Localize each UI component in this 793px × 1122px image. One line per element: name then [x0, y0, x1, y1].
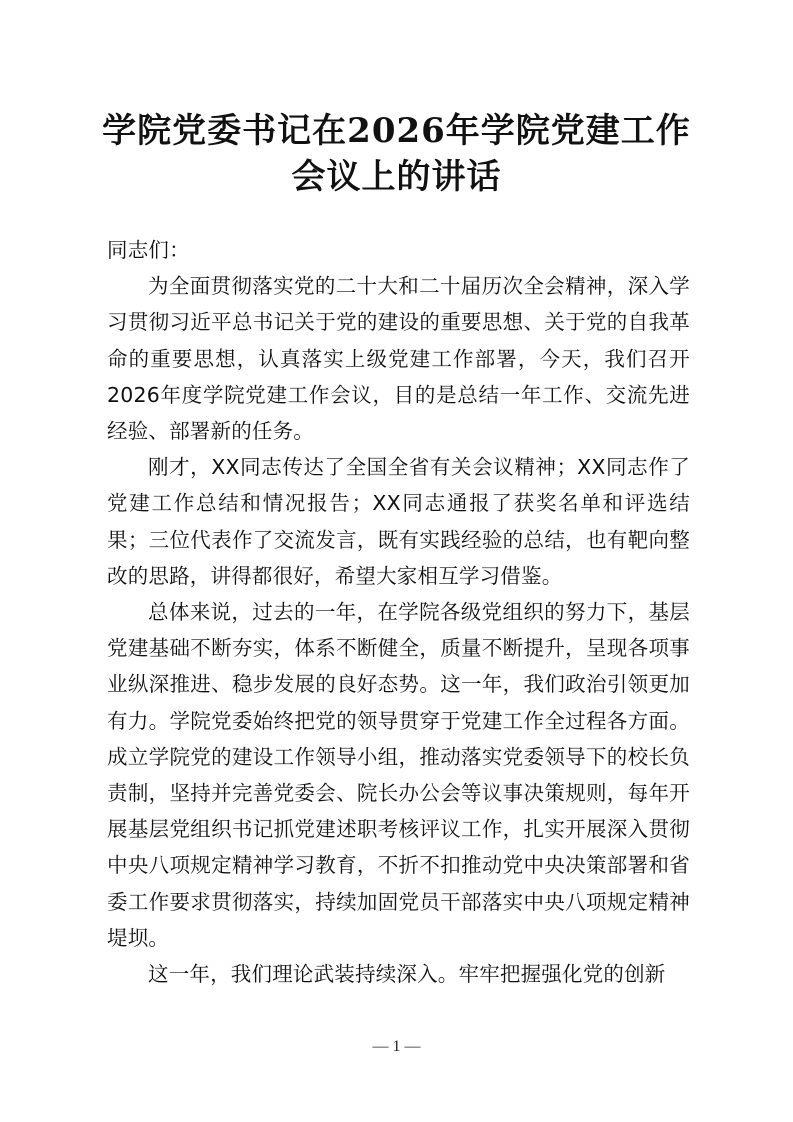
- document-body: [107, 232, 690, 992]
- paragraph-2: 刚才，XX同志传达了全国全省有关会议精神；XX同志作了党建工作总结和情况报告；XX同志通报了获奖名单和评选结果；三位代表作了交流发言，既有实践经验的总结，也有靶向整改的思路，讲得都很好，希望大家相互学习借鉴。: [107, 455, 690, 588]
- salutation: 同志们：: [107, 238, 190, 262]
- paragraph-1: 为全面贯彻落实党的二十大和二十届历次全会精神，深入学习贯彻习近平总书记关于党的建设的重要思想、关于党的自我革命的重要思想，认真落实上级党建工作部署，今天，我们召开2026年度学院党建工作会议，目的是总结一年工作、交流先进经验、部署新的任务。: [107, 274, 690, 444]
- document-title: 学院党委书记在2026年学院党建工作会议上的讲话: [102, 111, 691, 197]
- paragraph-3: 总体来说，过去的一年，在学院各级党组织的努力下，基层党建基础不断夯实，体系不断健全，质量不断提升，呈现各项事业纵深推进、稳步发展的良好态势。这一年，我们政治引领更加有力。学院党委始终把党的领导贯穿于党建工作全过程各方面。成立学院党的建设工作领导小组，推动落实党委领导下的校长负责制，坚持并完善党委会、院长办公会等议事决策规则，每年开展基层党组织书记抓党建述职考核评议工作，扎实开展深入贯彻中央八项规定精神学习教育，不折不扣推动党中央决策部署和省委工作要求贯彻落实，持续加固党员干部落实中央八项规定精神堤坝。: [107, 600, 690, 950]
- page-number: — 1 —: [372, 1038, 421, 1055]
- paragraph-4: 这一年，我们理论武装持续深入。牢牢把握强化党的创新: [148, 962, 666, 987]
